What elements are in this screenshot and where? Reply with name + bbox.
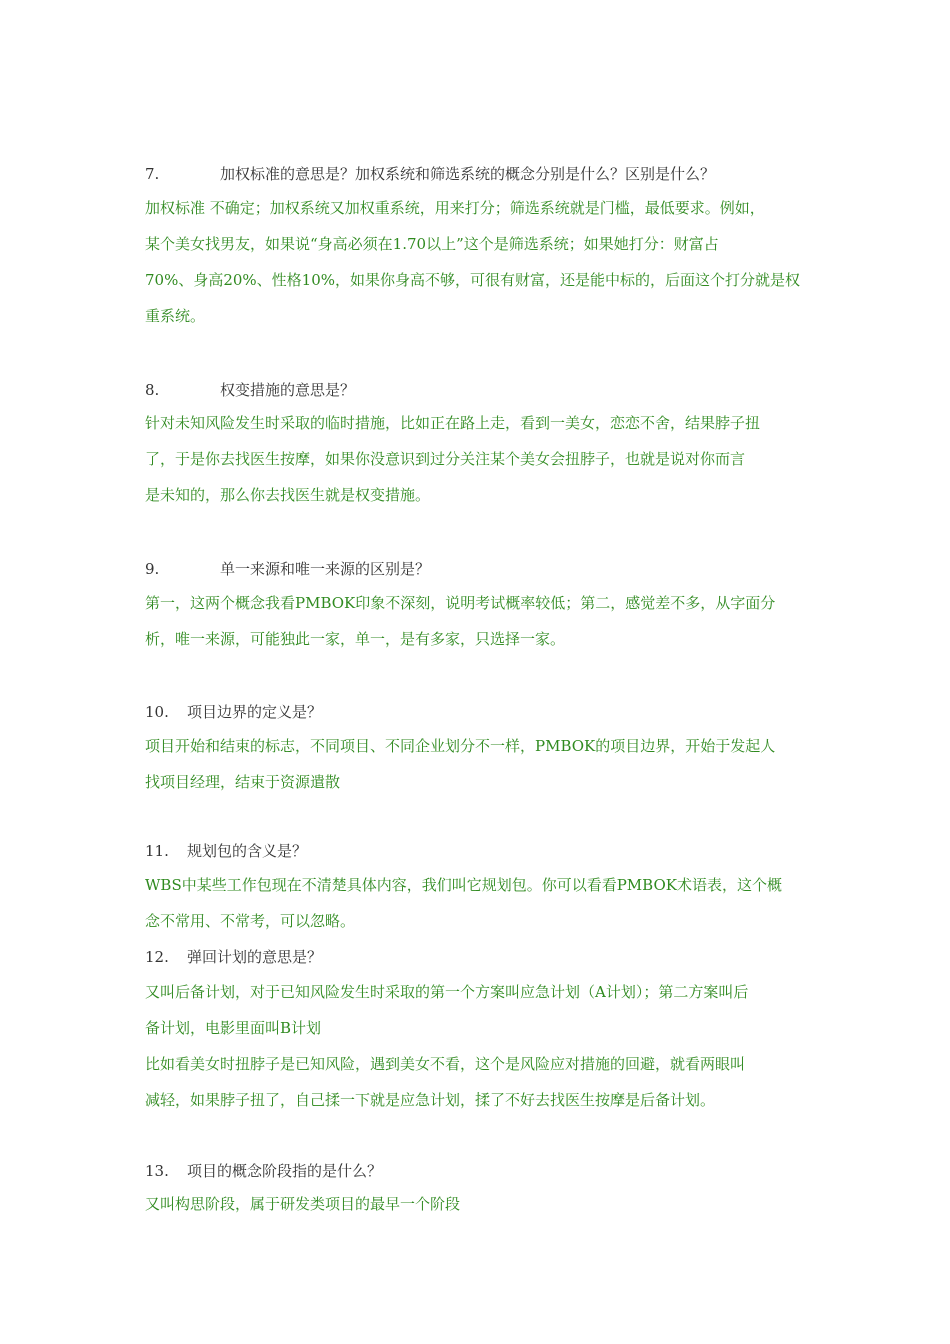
question-text: 加权标准的意思是？加权系统和筛选系统的概念分别是什么？区别是什么？ (220, 165, 716, 183)
answer-line: 项目开始和结束的标志，不同项目、不同企业划分不一样，PMBOK的项目边界，开始于发起人 (145, 737, 776, 755)
question-heading (145, 701, 810, 723)
question-heading (145, 840, 810, 862)
answer-block (145, 405, 810, 513)
question-text: 权变措施的意思是？ (220, 381, 356, 399)
answer-line: 了，于是你去找医生按摩，如果你没意识到过分关注某个美女会扭脖子，也就是说对你而言 (145, 450, 746, 468)
answer-block (145, 190, 810, 334)
question-heading (145, 946, 810, 968)
question-text: 规划包的含义是？ (187, 842, 308, 860)
answer-line: 备计划，电影里面叫B计划 (145, 1019, 322, 1037)
answer-line: 析，唯一来源，可能独此一家，单一，是有多家，只选择一家。 (145, 630, 566, 648)
question-heading (145, 558, 810, 580)
answer-line: 重系统。 (145, 307, 206, 325)
answer-line: 又叫后备计划，对于已知风险发生时采取的第一个方案叫应急计划（A计划）；第二方案叫后 (145, 983, 749, 1001)
question-text: 弹回计划的意思是？ (187, 948, 323, 966)
answer-line: 是未知的，那么你去找医生就是权变措施。 (145, 486, 431, 504)
question-number: 7. (145, 165, 160, 183)
question-heading (145, 379, 810, 401)
question-text: 项目边界的定义是？ (187, 703, 323, 721)
answer-line: 70%、身高20%、性格10%，如果你身高不够，可很有财富，还是能中标的，后面这个打分就是权 (145, 271, 801, 289)
answer-line: 又叫构思阶段，属于研发类项目的最早一个阶段 (145, 1195, 461, 1213)
question-text: 单一来源和唯一来源的区别是？ (220, 560, 431, 578)
answer-line: 针对未知风险发生时采取的临时措施，比如正在路上走，看到一美女，恋恋不舍，结果脖子扭 (145, 414, 761, 432)
answer-line: WBS中某些工作包现在不清楚具体内容，我们叫它规划包。你可以看看PMBOK术语表，这个概 (145, 876, 782, 894)
question-number: 12. (145, 948, 169, 966)
answer-line: 第一，这两个概念我看PMBOK印象不深刻，说明考试概率较低；第二，感觉差不多，从字面分 (145, 594, 776, 612)
answer-block (145, 728, 810, 800)
answer-block (145, 974, 810, 1118)
answer-block (145, 585, 810, 657)
question-heading (145, 1160, 810, 1182)
answer-line: 减轻，如果脖子扭了，自己揉一下就是应急计划，揉了不好去找医生按摩是后备计划。 (145, 1091, 716, 1109)
answer-block (145, 867, 810, 939)
answer-line: 找项目经理，结束于资源遣散 (145, 773, 341, 791)
question-number: 13. (145, 1162, 169, 1180)
answer-line: 某个美女找男友，如果说“身高必须在1.70以上”这个是筛选系统；如果她打分：财富占 (145, 235, 719, 253)
answer-line: 加权标准 不确定；加权系统又加权重系统，用来打分；筛选系统就是门槛，最低要求。例如， (145, 199, 765, 217)
answer-block (145, 1186, 810, 1222)
question-number: 11. (145, 842, 169, 860)
answer-line: 念不常用、不常考，可以忽略。 (145, 912, 356, 930)
question-number: 8. (145, 381, 160, 399)
question-number: 10. (145, 703, 169, 721)
question-text: 项目的概念阶段指的是什么？ (187, 1162, 383, 1180)
question-number: 9. (145, 560, 160, 578)
answer-line: 比如看美女时扭脖子是已知风险，遇到美女不看，这个是风险应对措施的回避，就看两眼叫 (145, 1055, 746, 1073)
question-heading (145, 163, 810, 185)
